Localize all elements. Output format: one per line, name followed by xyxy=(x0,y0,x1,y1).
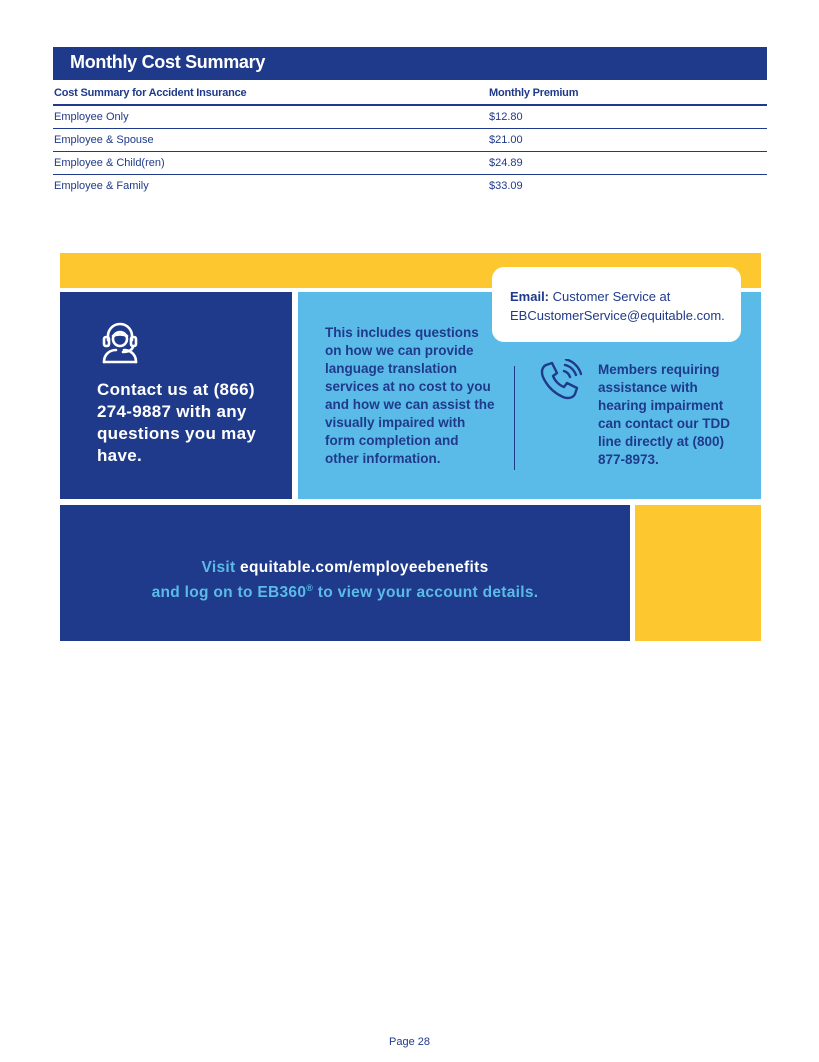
table-header-row xyxy=(53,84,767,106)
registered-mark: ® xyxy=(306,583,314,593)
column-header-premium: Monthly Premium xyxy=(489,87,579,99)
page-number: Page 28 xyxy=(389,1036,430,1048)
visit-panel xyxy=(60,505,630,641)
decorative-yellow-block xyxy=(635,505,761,641)
coverage-cell: Employee Only xyxy=(54,111,129,123)
visit-eb360-prefix: and log on to EB360 xyxy=(151,584,307,602)
table-row xyxy=(53,129,767,152)
column-header-coverage: Cost Summary for Accident Insurance xyxy=(54,87,247,99)
visit-eb360-suffix: to view your account details. xyxy=(313,584,539,602)
visit-text xyxy=(60,557,630,603)
premium-cell: $21.00 xyxy=(489,134,523,146)
email-line1: Customer Service at xyxy=(552,289,671,304)
contact-panel xyxy=(60,292,292,499)
contact-phone-text: Contact us at (866) 274-9887 with any questions you may have. xyxy=(97,380,257,465)
table-row xyxy=(53,175,767,197)
email-callout xyxy=(492,267,741,342)
panel-divider xyxy=(514,366,515,470)
coverage-cell: Employee & Family xyxy=(54,180,149,192)
coverage-cell: Employee & Child(ren) xyxy=(54,157,165,169)
premium-cell: $33.09 xyxy=(489,180,523,192)
email-label: Email: xyxy=(510,289,550,304)
table-row xyxy=(53,106,767,129)
headset-agent-icon xyxy=(96,320,144,369)
email-text xyxy=(510,287,725,325)
language-services-text: This includes questions on how we can provide language translation services at no cost to you and how we can assist the visually impaired with form completion and other information. xyxy=(325,325,495,466)
coverage-cell: Employee & Spouse xyxy=(54,134,154,146)
phone-ringing-icon xyxy=(538,359,582,408)
cost-summary-table xyxy=(53,84,767,197)
summary-title: Monthly Cost Summary xyxy=(70,52,266,72)
visit-word: Visit xyxy=(201,559,236,576)
email-address-link[interactable]: EBCustomerService@equitable.com. xyxy=(510,308,725,323)
tdd-line-text: Members requiring assistance with hearing impairment can contact our TDD line directly at (800) 877-8973. xyxy=(598,362,731,467)
table-row xyxy=(53,152,767,175)
premium-cell: $24.89 xyxy=(489,157,523,169)
summary-header-bar xyxy=(53,47,767,80)
premium-cell: $12.80 xyxy=(489,111,523,123)
visit-url-link[interactable]: equitable.com/employeebenefits xyxy=(240,559,489,576)
